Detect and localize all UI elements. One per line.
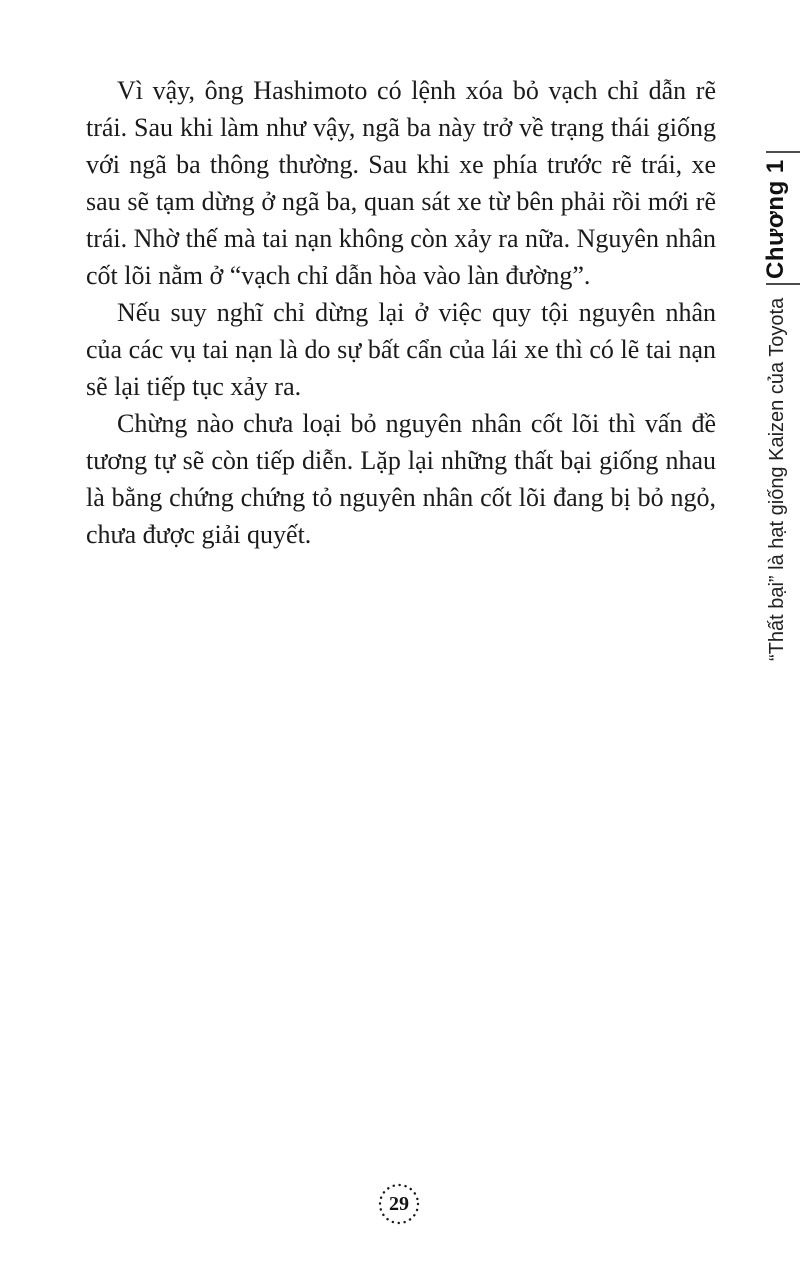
body-paragraph: Chừng nào chưa loại bỏ nguyên nhân cốt lõi thì vấn đề tương tự sẽ còn tiếp diễn. Lặp lại những thất bại giống nhau là bằng chứng chứng tỏ nguyên nhân cốt lõi đang bị bỏ ngỏ, chưa được giải quyết. <box>86 409 716 549</box>
chapter-label: Chương 1 <box>762 159 789 279</box>
page-number: 29 <box>389 1192 409 1215</box>
page-number-badge <box>377 1182 421 1226</box>
sidebar-rule-top <box>766 151 800 153</box>
sidebar-rule-middle <box>766 283 800 285</box>
page-body <box>86 72 716 553</box>
body-paragraph: Vì vậy, ông Hashimoto có lệnh xóa bỏ vạch chỉ dẫn rẽ trái. Sau khi làm như vậy, ngã ba này trở về trạng thái giống với ngã ba thông thường. Sau khi xe phía trước rẽ trái, xe sau sẽ tạm dừng ở ngã ba, quan sát xe từ bên phải rồi mới rẽ trái. Nhờ thế mà tai nạn không còn xảy ra nữa. Nguyên nhân cốt lõi nằm ở “vạch chỉ dẫn hòa vào làn đường”. <box>86 76 716 290</box>
body-paragraph: Nếu suy nghĩ chỉ dừng lại ở việc quy tội nguyên nhân của các vụ tai nạn là do sự bất cẩn của lái xe thì có lẽ tai nạn sẽ lại tiếp tục xảy ra. <box>86 298 716 401</box>
chapter-title: “Thất bại” là hạt giống Kaizen của Toyota <box>766 297 788 661</box>
